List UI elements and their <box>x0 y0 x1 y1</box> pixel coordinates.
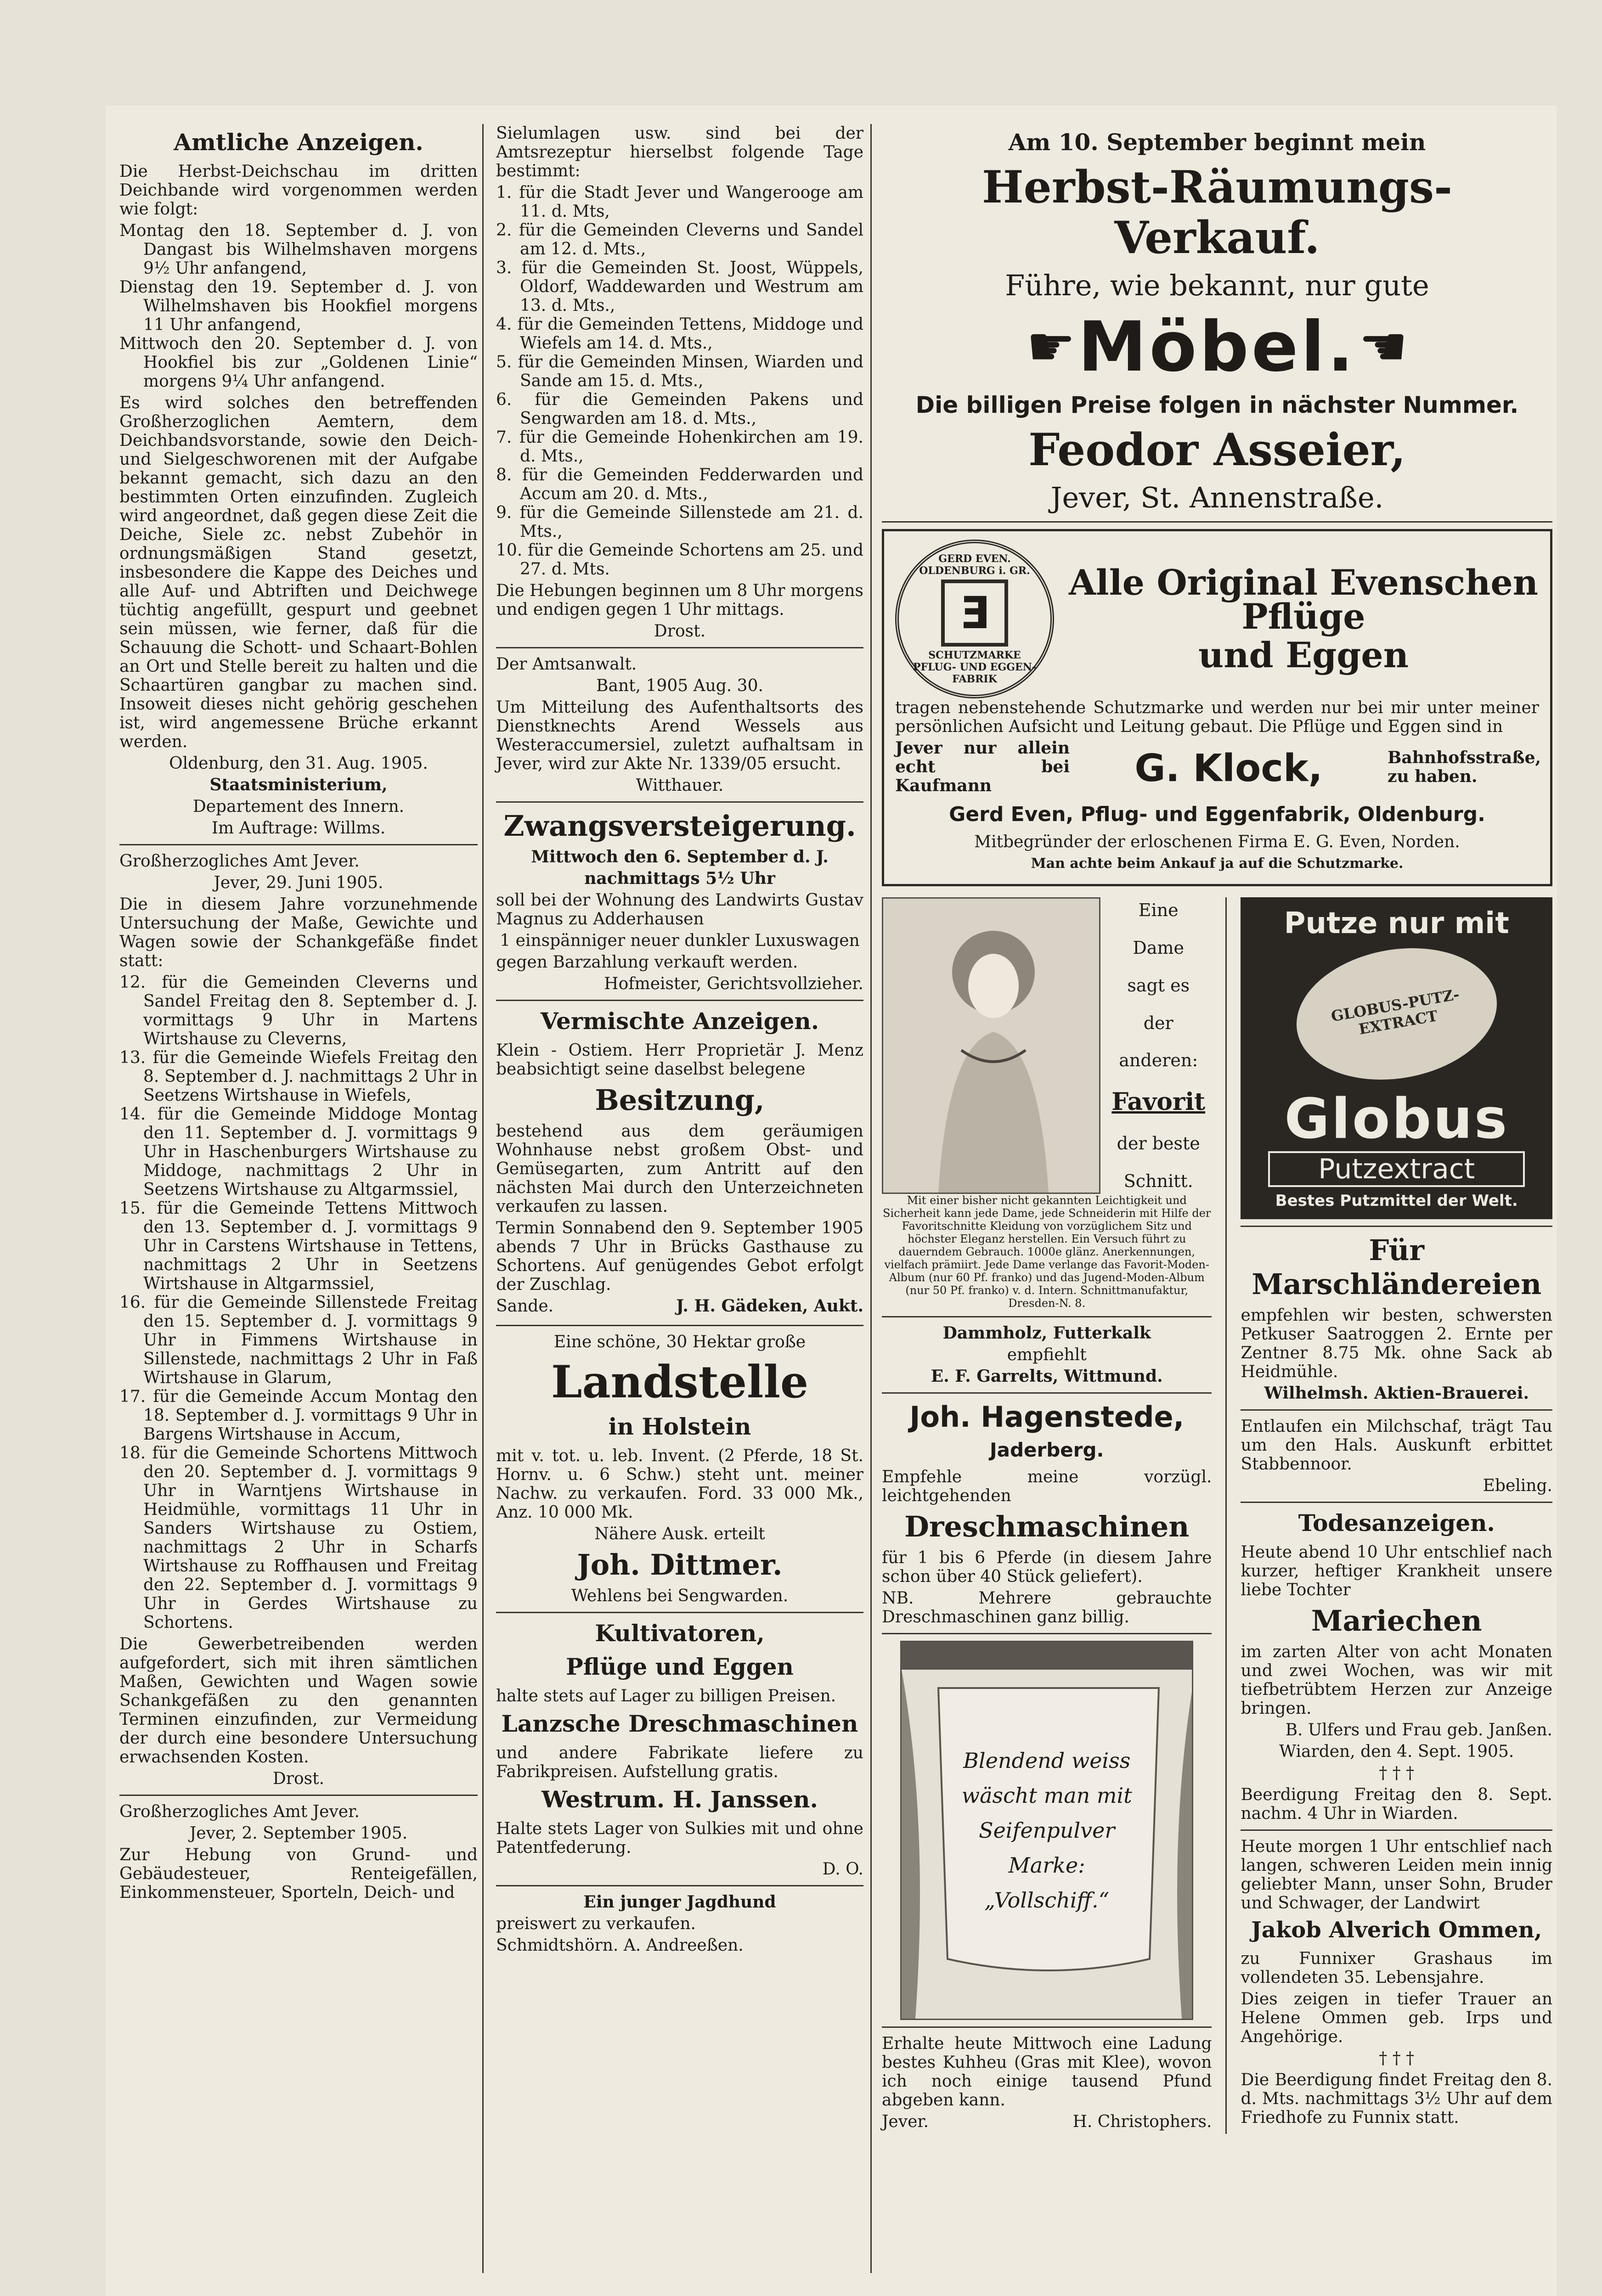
notice-parents: B. Ulfers und Frau geb. Janßen. <box>1285 1721 1552 1739</box>
notice-signature: Im Auftrage: Willms. <box>211 819 386 838</box>
notice-when: nachmittags 5½ Uhr <box>584 869 775 888</box>
milchschaf-ad <box>1241 1417 1552 1495</box>
column-rule <box>870 124 872 2273</box>
ad-place: Jaderberg. <box>989 1439 1104 1461</box>
column-rule <box>1225 897 1227 2134</box>
notice-body: zu Funnixer Grashaus im vollendeten 35. Lebensjahre. <box>1241 1949 1552 1987</box>
todesanzeige-2 <box>1241 1837 1552 2127</box>
side-word: Eine <box>1138 900 1179 920</box>
notice-date: Bant, 1905 Aug. 30. <box>596 676 763 695</box>
favorit-brand: Favorit <box>1111 1088 1206 1116</box>
globus-top: Putze nur mit <box>1284 906 1509 940</box>
ad-line: Die billigen Preise folgen in nächster Nummer. <box>915 392 1519 418</box>
seal-text-bottom: PFLUG- UND EGGEN-FABRIK <box>913 661 1036 685</box>
ad-name: Feodor Asseier, <box>1028 424 1406 476</box>
list-item: 15. für die Gemeinde Tettens Mittwoch den 13. September d. J. vormittags 9 Uhr in Carstens Wirtshause in Tettens, nachmittags 2 Uhr in Seetzens Wirtshause in Altgarmssiel, <box>119 1199 478 1293</box>
ad-signature: D. O. <box>822 1860 863 1879</box>
list-item: 9. für die Gemeinde Sillenstede am 21. d. Mts., <box>496 503 863 541</box>
notice-body: Die Gewerbetreibenden werden aufgefordert, sich mit ihren sämtlichen Maßen, Gewichten und Wagen sowie Schankgefäßen zu den genannten Terminen einzufinden, zur Vermeidung der durch eine besondere Untersuchung erwachsenden Kosten. <box>119 1635 478 1767</box>
side-word: Schnitt. <box>1123 1171 1193 1191</box>
notice-date: Wiarden, den 4. Sept. 1905. <box>1279 1742 1514 1761</box>
list-item: 8. für die Gemeinden Fedderwarden und Accum am 20. d. Mts., <box>496 466 863 503</box>
notice-intro: Sielumlagen usw. sind bei der Amtsrezeptur hierselbst folgende Tage bestimmt: <box>496 124 863 180</box>
lady-image <box>883 899 1099 1193</box>
divider <box>882 521 1552 523</box>
notice-when: Mittwoch den 6. September d. J. <box>531 847 829 867</box>
ad-name: Westrum. H. Janssen. <box>542 1786 818 1813</box>
cross-icons: † † † <box>1379 1764 1415 1783</box>
list-item: 18. für die Gemeinde Schortens Mittwoch den 20. September d. J. vormittags 9 Uhr in Warntjens Wirtshause in Heidmühle, vormittags 11 Uhr in Sanders Wirtshause zu Ostiem, nachmittags 2 Uhr in Scharfs Wirtshause zu Roffhausen und Freitag den 22. September d. J. vormittags 9 Uhr in Gerdes Wirtshause zu Schortens. <box>119 1444 478 1632</box>
ad-title: Dreschmaschinen <box>904 1510 1190 1543</box>
list-item: Montag den 18. September d. J. von Dangast bis Wilhelmshaven morgens 9½ Uhr anfangend, <box>119 221 478 278</box>
ad-body: Empfehle meine vorzügl. leichtgehenden <box>882 1468 1212 1505</box>
globus-tin: GLOBUS-PUTZ-EXTRACT <box>1286 933 1507 1095</box>
ad-moebel: Möbel. <box>1078 307 1356 387</box>
pointing-hand-icon: ☛ <box>1359 315 1408 379</box>
notice-body: Heute abend 10 Uhr entschlief nach kurzer, heftiger Krankheit unsere liebe Tochter <box>1241 1543 1552 1599</box>
globus-ad <box>1241 897 1552 1219</box>
list-item: 14. für die Gemeinde Middoge Montag den 11. September d. J. vormittags 9 Uhr in Haschenburgers Wirtshause zu Middoge, nachmittags 2 Uhr in Seetzens Wirtshause zu Altgarmssiel, <box>119 1105 478 1199</box>
amtliche-anzeigen <box>119 129 478 838</box>
ad-heading: Kultivatoren, <box>595 1620 765 1647</box>
ad-address: Jever, St. Annenstraße. <box>1050 481 1384 514</box>
ad-name: Joh. Dittmer. <box>577 1548 783 1581</box>
ad-signature: Wilhelmsh. Aktien-Brauerei. <box>1264 1384 1529 1403</box>
favorit-top <box>882 897 1212 1194</box>
favorit-side-text <box>1105 897 1212 1194</box>
newspaper-page <box>106 106 1557 2296</box>
list-item: 10. für die Gemeinde Schortens am 25. und 27. d. Mts. <box>496 541 863 579</box>
divider <box>882 1633 1212 1634</box>
notice-intro: Klein - Ostiem. Herr Proprietär J. Menz beabsichtigt seine daselbst belegene <box>496 1041 863 1079</box>
asseier-ad <box>882 129 1552 515</box>
divider <box>496 1325 863 1326</box>
seife-line: wäscht man mit <box>961 1783 1132 1808</box>
seal-text-top: GERD EVEN. OLDENBURG i. GR. <box>919 553 1030 577</box>
moebel-row <box>882 307 1552 387</box>
divider <box>496 801 863 803</box>
ad-body: und andere Fabrikate liefere zu Fabrikpreisen. Aufstellung gratis. <box>496 1744 863 1781</box>
notice-intro: Die in diesem Jahre vorzunehmende Untersuchung der Maße, Gewichte und Wagen sowie der Schankgefäße findet statt: <box>119 895 478 970</box>
divider <box>1241 1409 1552 1411</box>
ad-body: mit v. tot. u. leb. Invent. (2 Pferde, 18 St. Hornv. u. 6 Schw.) steht unt. meiner Nachw. zu verkaufen. Ford. 33 000 Mk., Anz. 10 000 Mk. <box>496 1446 863 1522</box>
divider <box>882 2026 1212 2028</box>
schedule-list <box>119 221 478 391</box>
list-item: 7. für die Gemeinde Hohenkirchen am 19. d. Mts., <box>496 428 863 466</box>
notice-body: Zur Hebung von Grund- und Gebäudesteuer, Renteigefällen, Einkommensteuer, Sporteln, Deich- und <box>119 1846 478 1902</box>
notice-title: Besitzung, <box>595 1083 765 1117</box>
list-item: 13. für die Gemeinde Wiefels Freitag den 8. September d. J. nachmittags 2 Uhr in Seetzens Wirtshause in Wiefels, <box>119 1048 478 1105</box>
notice-burial: Die Beerdigung findet Freitag den 8. d. Mts. nachmittags 3½ Uhr auf dem Friedhofe zu Funnix statt. <box>1241 2071 1552 2127</box>
side-word: der beste <box>1117 1133 1200 1154</box>
sub-column-left <box>882 897 1212 2134</box>
notice-authority: Staatsministerium, <box>209 775 388 794</box>
ad-title: Für Marschländereien <box>1252 1233 1542 1301</box>
list-item: Mittwoch den 20. September d. J. von Hookfiel bis zur „Goldenen Linie“ morgens 9¼ Uhr anfangend. <box>119 334 478 391</box>
list-item: 12. für die Gemeinden Cleverns und Sandel Freitag den 8. September d. J. vormittags 9 Uhr in Martens Wirtshause zu Cleverns, <box>119 973 478 1048</box>
trademark-seal <box>895 540 1054 698</box>
globus-bottom: Bestes Putzmittel der Welt. <box>1275 1192 1518 1210</box>
list-item: 2. für die Gemeinden Cleverns und Sandel am 12. d. Mts., <box>496 221 863 259</box>
ad-title: Dammholz, Futterkalk <box>942 1323 1151 1343</box>
amtsanwalt-notice <box>496 655 863 795</box>
notice-body: gegen Barzahlung verkauft werden. <box>496 953 798 972</box>
seal-label: SCHUTZMARKE <box>928 649 1021 661</box>
lady-illustration <box>882 897 1100 1194</box>
sub-column-right <box>1241 897 1552 2134</box>
divider <box>496 647 863 648</box>
ad-body: halte stets auf Lager zu billigen Preisen. <box>496 1687 836 1705</box>
divider <box>1241 1502 1552 1503</box>
garrelts-ad <box>882 1324 1212 1386</box>
side-word: sagt es <box>1127 975 1190 996</box>
notice-item: 1 einspänniger neuer dunkler Luxuswagen <box>500 931 860 950</box>
favorit-small-print: Mit einer bisher nicht gekannten Leichtigkeit und Sicherheit kann jede Dame, jede Schneiderin mit Hilfe der Favoritschnitte Kleidung von vorzüglichem Sitz und höchster Eleganz herstellen. Ein Versuch führt zu dauerndem Gebrauch. 1000e glänz. Anerkennungen, vielfach prämiirt. Jede Dame verlange das Favorit-Moden-Album (nur 60 Pf. franko) und das Jugend-Moden-Album (nur 50 Pf. franko) v. d. Intern. Schnittmanufaktur, Dresden-N. 8. <box>883 1194 1211 1310</box>
notice-body: im zarten Alter von acht Monaten und zwei Wochen, was wir mit tiefbetrübtem Herzen zur Anzeige bringen. <box>1241 1643 1552 1718</box>
vermischte-anzeigen <box>496 1007 863 1318</box>
notice-date: Oldenburg, den 31. Aug. 1905. <box>169 754 428 773</box>
divider <box>119 844 478 845</box>
ad-name: E. F. Garrelts, Wittmund. <box>931 1367 1163 1386</box>
notice-date: Jever, 29. Juni 1905. <box>214 873 384 892</box>
trademark-note: Man achte beim Ankauf ja auf die Schutzmarke. <box>1031 855 1404 872</box>
column-rule <box>482 124 484 2273</box>
marsch-ad <box>1241 1233 1552 1403</box>
notice-body: Es wird solches den betreffenden Großherzoglichen Aemtern, dem Deichbandsvorstande, sowie den Deich- und Sielgeschworenen mit der Aufgabe bekannt gemacht, sich dazu an den bestimmten Orten einzufinden. Zugleich wird angeordnet, daß gegen diese Zeit die Deiche, Siele zc. nebst Zubehör in ordnungsmäßigen Stand gesetzt, insbesondere die Kappe des Deiches und alle Auf- und Abtriften und Deichwege tüchtig angefüllt, gespurt und geebnet sein müssen, wie ferner, daß für die Schauung die Schott- und Schaart-Bohlen an Ort und Stelle bereit zu halten und die Schaartüren gangbar zu machen sind. Insoweit dieses nicht gehörig geschehen ist, wird angemessene Brüche erkannt werden. <box>119 394 478 751</box>
notice-body: bestehend aus dem geräumigen Wohnhause nebst großem Obst- und Gemüsegarten, zum Antritt auf den nächsten Mai durch den Unterzeichneten verkaufen zu lassen. <box>496 1122 863 1216</box>
pointing-hand-icon: ☛ <box>1026 315 1076 379</box>
divider <box>119 1795 478 1796</box>
dealer-name: G. Klock, <box>1134 747 1323 790</box>
ad-body: tragen nebenstehende Schutzmarke und werden nur bei mir unter meiner persönlichen Aufsicht und Leitung gebaut. Die Pflüge und Eggen sind in <box>895 698 1539 736</box>
seifenpulver-ad <box>900 1641 1193 2020</box>
notice-body: Um Mitteilung des Aufenthaltsorts des Dienstknechts Arend Wessels aus Westeraccumersiel, zuletzt aufhaltsam in Jever, wird zur Akte Nr. 1339/05 ersucht. <box>496 698 863 773</box>
notice-termin: Termin Sonnabend den 9. September 1905 abends 7 Uhr in Brücks Gasthause zu Schortens. Auf genügendes Gebot erfolgt der Zuschlag. <box>496 1219 863 1294</box>
ad-title: Ein junger Jagdhund <box>583 1892 776 1912</box>
notice-body: Dies zeigen in tiefer Trauer an Helene Ommen geb. Irps und Angehörige. <box>1241 1990 1552 2046</box>
list-item: 4. für die Gemeinden Tettens, Middoge und Wiefels am 14. d. Mts., <box>496 315 863 353</box>
notice-signature-row <box>496 1297 863 1318</box>
list-item: 16. für die Gemeinde Sillenstede Freitag den 15. September d. J. vormittags 9 Uhr in Fimmens Wirtshause in Sillenstede, nachmittags 2 Uhr in Faß Wirtshause in Glarum, <box>119 1293 478 1387</box>
list-item: 3. für die Gemeinden St. Joost, Wüppels, Oldorf, Waddewarden und Westrum am 13. d. Mts., <box>496 259 863 315</box>
globus-name: Globus <box>1284 1087 1509 1151</box>
ad-signature: Ebeling. <box>1483 1476 1552 1495</box>
notice-signature: Drost. <box>272 1769 325 1788</box>
ad-line: Führe, wie bekannt, nur gute <box>1005 269 1429 302</box>
side-word: Dame <box>1133 937 1185 958</box>
christophers-ad <box>882 2034 1212 2134</box>
even-title <box>1068 561 1539 677</box>
ad-body: Halte stets Lager von Sulkies mit und ohne Patentfederung. <box>496 1819 863 1857</box>
divider <box>1241 1829 1552 1831</box>
ad-body: Entlaufen ein Milchschaf, trägt Tau um den Hals. Auskunft erbittet Stabbennoor. <box>1241 1417 1552 1474</box>
hagenstede-ad <box>882 1400 1212 1626</box>
ad-title: Herbst-Räumungs-Verkauf. <box>982 161 1452 264</box>
eichung-notice <box>119 852 478 1788</box>
list-item: 1. für die Stadt Jever und Wangerooge am 11. d. Mts, <box>496 183 863 221</box>
trademark-icon: Ǝ <box>941 580 1008 647</box>
schedule-list <box>496 183 863 579</box>
notice-burial: Beerdigung Freitag den 8. Sept. nachm. 4 Uhr in Wiarden. <box>1241 1785 1552 1823</box>
section-heading: Todesanzeigen. <box>1298 1509 1495 1536</box>
seife-line: Marke: <box>1008 1853 1085 1878</box>
ad-line: Eine schöne, 30 Hektar große <box>553 1333 806 1351</box>
list-item: 6. für die Gemeinden Pakens und Sengwarden am 18. d. Mts., <box>496 390 863 428</box>
ad-body: Erhalte heute Mittwoch eine Ladung bestes Kuhheu (Gras mit Klee), wovon ich noch einige tausend Pfund abgeben kann. <box>882 2034 1212 2110</box>
ad-title: Landstelle <box>551 1356 809 1408</box>
favorit-ad <box>882 897 1212 1310</box>
notice-body: Die Hebungen beginnen um 8 Uhr morgens und endigen gegen 1 Uhr mittags. <box>496 581 863 619</box>
ad-subtitle: in Holstein <box>608 1413 751 1440</box>
seife-line: Blendend weiss <box>963 1748 1131 1773</box>
notice-signature: Drost. <box>654 622 706 641</box>
deceased-name: Jakob Alverich Ommen, <box>1251 1917 1542 1943</box>
ad-heading: Pflüge und Eggen <box>566 1653 794 1680</box>
notice-heading: Zwangsversteigerung. <box>503 809 856 843</box>
notice-body: Heute morgen 1 Uhr entschlief nach langen, schweren Leiden mein innig geliebter Mann, unser Sohn, Bruder und Schwager, der Landwirt <box>1241 1837 1552 1913</box>
landstelle-ad <box>496 1333 863 1605</box>
divider <box>496 1000 863 1001</box>
ad-body: empfehlen wir besten, schwersten Petkuser Saatroggen 2. Ernte per Zentner 8.75 Mk. ohne Sack ab Heidmühle. <box>1241 1306 1552 1381</box>
signature-place: Jever. <box>882 2112 929 2131</box>
notice-signature: Hofmeister, Gerichtsvollzieher. <box>604 974 863 993</box>
notice-office: Großherzogliches Amt Jever. <box>119 1802 360 1821</box>
notice-intro: Die Herbst-Deichschau im dritten Deichbande wird vorgenommen werden wie folgt: <box>119 162 478 219</box>
seife-line: „Vollschiff.“ <box>984 1888 1110 1913</box>
ad-signature: Schmidtshörn. A. Andreeßen. <box>496 1936 744 1955</box>
siel-notice <box>496 124 863 641</box>
even-ad <box>882 529 1552 886</box>
ad-note: Nähere Ausk. erteilt <box>594 1525 765 1543</box>
divider <box>882 1316 1212 1317</box>
ad-row-1 <box>882 897 1552 2134</box>
factory-name: Gerd Even, Pflug- und Eggenfabrik, Oldenburg. <box>949 803 1485 826</box>
signature-place: Sande. <box>496 1297 554 1316</box>
jagdhund-ad <box>496 1893 863 1955</box>
section-heading: Vermischte Anzeigen. <box>540 1007 819 1035</box>
ad-note: empfiehlt <box>1007 1345 1087 1364</box>
dealer-left: Jever nur allein echt bei Kaufmann <box>895 738 1070 795</box>
section-heading: Amtliche Anzeigen. <box>174 129 423 156</box>
signature-name: J. H. Gädeken, Aukt. <box>676 1296 863 1316</box>
janssen-ad <box>496 1620 863 1879</box>
dealer-right: Bahnhofsstraße, zu haben. <box>1388 748 1541 786</box>
ad-body: für 1 bis 6 Pferde (in diesem Jahre schon über 40 Stück geliefert). <box>882 1548 1212 1586</box>
side-word: anderen: <box>1119 1050 1198 1071</box>
notice-office: Großherzogliches Amt Jever. <box>119 852 360 871</box>
steuer-notice <box>119 1802 478 1902</box>
ad-name: Joh. Hagenstede, <box>909 1400 1185 1434</box>
list-item: 17. für die Gemeinde Accum Montag den 18. September d. J. vormittags 9 Uhr in Bargens Wirtshause in Accum, <box>119 1387 478 1444</box>
ad-nb: NB. Mehrere gebrauchte Dreschmaschinen ganz billig. <box>882 1589 1212 1626</box>
column-2 <box>496 124 863 1958</box>
seife-line: Seifenpulver <box>979 1818 1115 1843</box>
column-1 <box>119 124 478 1905</box>
dealer-row <box>895 739 1539 798</box>
list-item: 5. für die Gemeinden Minsen, Wiarden und Sande am 15. d. Mts., <box>496 353 863 390</box>
deceased-name: Mariechen <box>1311 1604 1482 1638</box>
globus-sub: Putzextract <box>1268 1151 1525 1187</box>
divider <box>1241 1226 1552 1227</box>
zwangsversteigerung-notice <box>496 809 863 993</box>
notice-signature: Witthauer. <box>636 776 724 795</box>
divider <box>496 1612 863 1613</box>
cofounder: Mitbegründer der erloschenen Firma E. G. Even, Norden. <box>974 833 1460 851</box>
schedule-list <box>119 973 478 1632</box>
signature-row <box>882 2112 1212 2134</box>
notice-body: soll bei der Wohnung des Landwirts Gustav Magnus zu Adderhausen <box>496 891 863 929</box>
ad-line: Am 10. September beginnt mein <box>1008 129 1426 156</box>
list-item: Dienstag den 19. September d. J. von Wilhelmshaven bis Hookfiel morgens 11 Uhr anfangend, <box>119 278 478 334</box>
cross-icons: † † † <box>1379 2049 1415 2068</box>
ad-body: preiswert zu verkaufen. <box>496 1914 696 1933</box>
even-header <box>895 540 1539 698</box>
column-3 <box>882 124 1552 2134</box>
todesanzeige-1 <box>1241 1509 1552 1823</box>
notice-title: Der Amtsanwalt. <box>496 655 637 674</box>
ad-heading: Lanzsche Dreschmaschinen <box>501 1710 858 1737</box>
notice-dept: Departement des Innern. <box>192 797 405 816</box>
divider <box>496 1885 863 1886</box>
notice-date: Jever, 2. September 1905. <box>189 1824 408 1843</box>
ad-place: Wehlens bei Sengwarden. <box>571 1587 789 1605</box>
signature-name: H. Christophers. <box>1072 2112 1212 2131</box>
seife-text <box>962 1743 1132 1918</box>
divider <box>882 1392 1212 1394</box>
side-word: der <box>1143 1013 1173 1033</box>
ad-title: und Eggen <box>1198 635 1409 675</box>
ad-title: Alle Original Evenschen Pflüge <box>1068 562 1539 637</box>
